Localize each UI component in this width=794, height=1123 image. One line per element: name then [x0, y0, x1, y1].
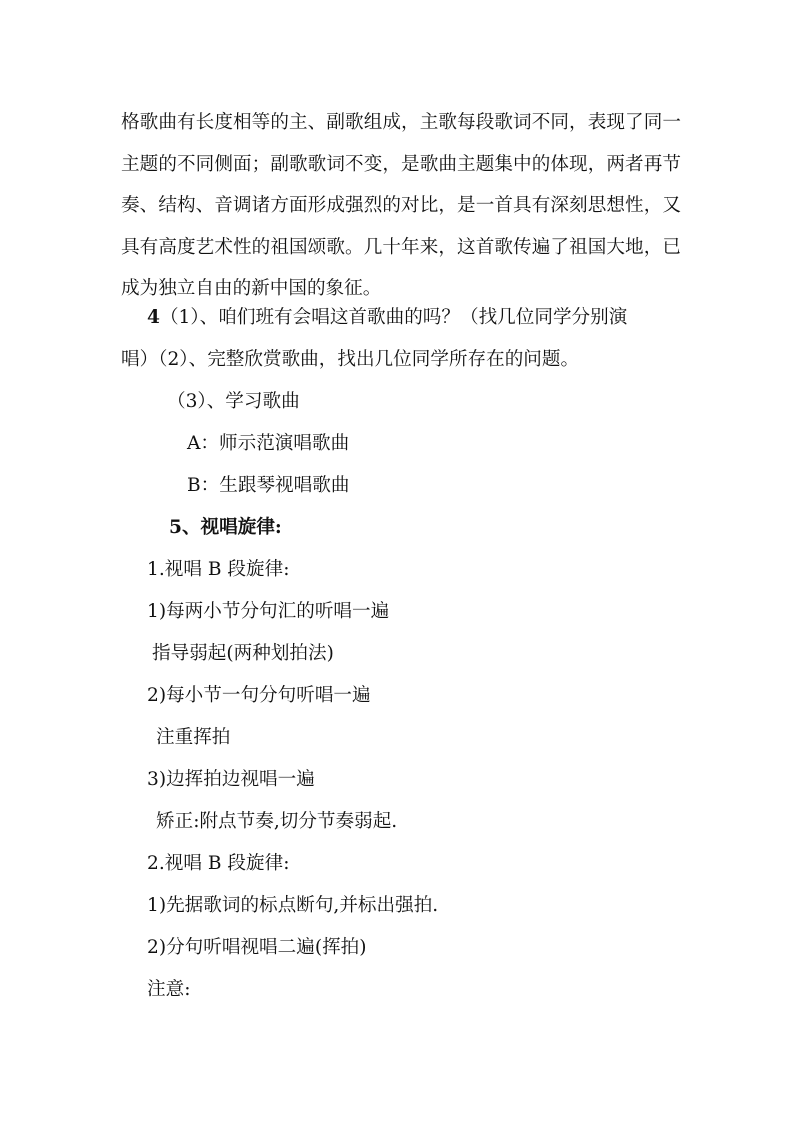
step-5-item: 1.视唱 B 段旋律:	[147, 559, 290, 580]
step-4-line-2: 唱）（2）、完整欣赏歌曲，找出几位同学所存在的问题。	[121, 349, 580, 370]
step-5-item: 矫正:附点节奏,切分节奏弱起.	[156, 811, 398, 832]
step-5-item: 3)边挥拍边视唱一遍	[147, 769, 315, 790]
step-5-item: 指导弱起(两种划拍法)	[152, 643, 334, 664]
step-4-line-1-text: （1）、咱们班有会唱这首歌曲的吗？（找几位同学分别演	[159, 307, 628, 328]
step-4-number: 4	[147, 307, 160, 328]
step-5-item: 1)先据歌词的标点断句,并标出强拍.	[147, 895, 439, 916]
step-5-item: 注意:	[147, 979, 191, 1000]
step-5-item: 1)每两小节分句汇的听唱一遍	[147, 601, 390, 622]
step-5-item: 2)每小节一句分句听唱一遍	[147, 685, 371, 706]
step-4-sub-3: （3）、学习歌曲	[167, 391, 300, 412]
step-5-item: 注重挥拍	[156, 727, 231, 748]
step-4-sub-b: B：生跟琴视唱歌曲	[187, 475, 350, 496]
step-5-heading: 5、视唱旋律:	[169, 517, 282, 538]
body-paragraph: 格歌曲有长度相等的主、副歌组成，主歌每段歌词不同，表现了同一主题的不同侧面；副歌歌词不变，是歌曲主题集中的体现，两者再节奏、结构、音调诸方面形成强烈的对比，是一首具有深刻思想性，又具有高度艺术性的祖国颂歌。几十年来，这首歌传遍了祖国大地，已成为独立自由的新中国的象征。	[121, 112, 681, 300]
step-5-item: 2)分句听唱视唱二遍(挥拍)	[147, 937, 367, 958]
step-4-sub-a: A：师示范演唱歌曲	[187, 433, 350, 454]
step-4-line-1	[147, 306, 627, 330]
step-5-item: 2.视唱 B 段旋律:	[147, 853, 290, 874]
